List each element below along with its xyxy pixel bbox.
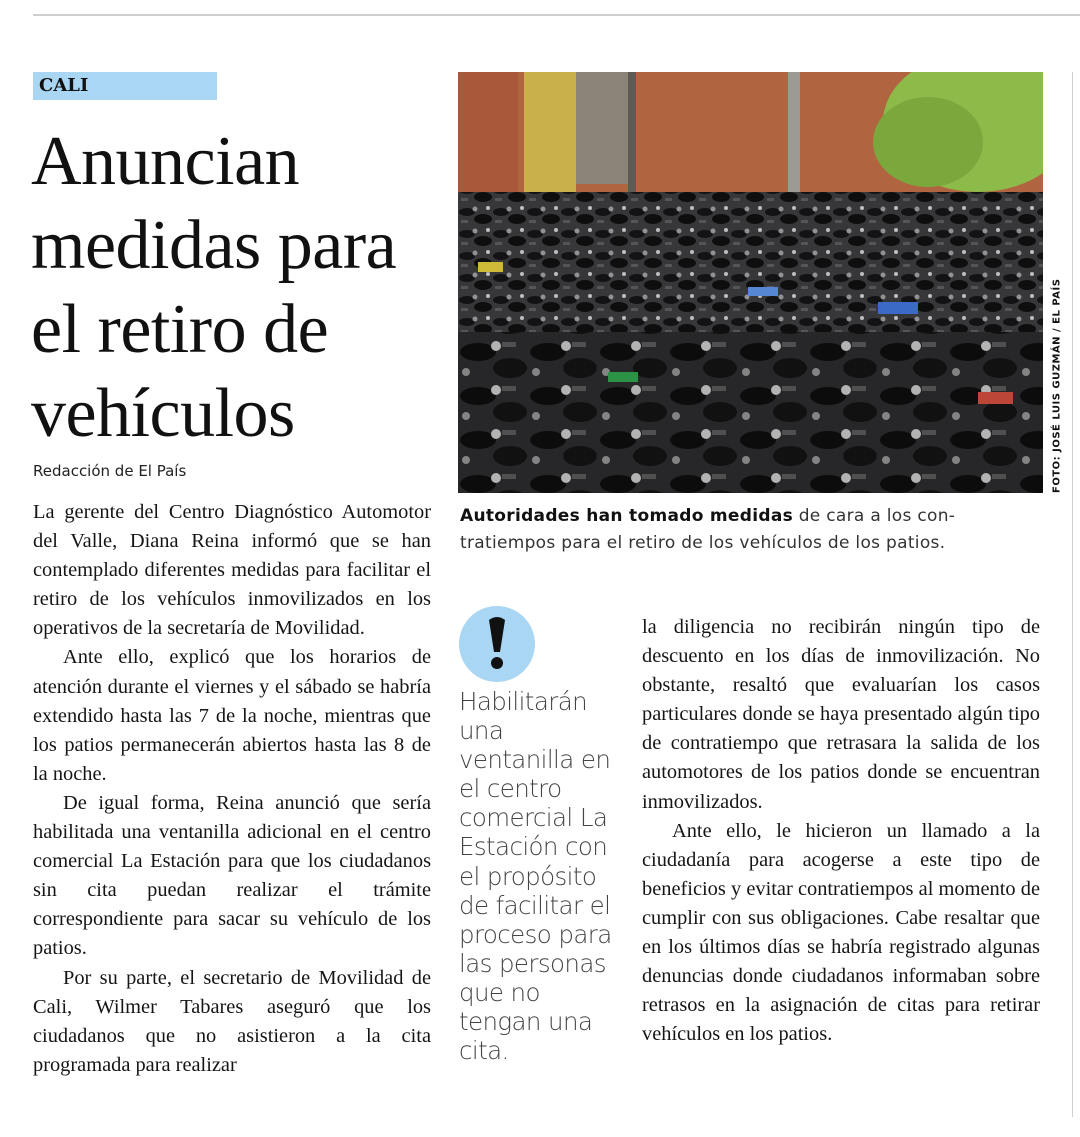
article-column-1 bbox=[33, 498, 431, 1080]
paragraph: la diligencia no recibirán ningún tipo de descuento en los días de inmovilización. No obstante, resaltó que evaluarían los casos particulares donde se haya presentado algún tipo de contratiempo que retrasara la salida de los automotores de los patios donde se encuentran inmovilizados. bbox=[642, 616, 1040, 813]
right-divider bbox=[1072, 72, 1073, 1117]
news-photo bbox=[458, 72, 1043, 493]
exclamation-icon bbox=[459, 606, 535, 682]
photo-credit: FOTO: JOSÉ LUIS GUZMÁN / EL PAÍS bbox=[1051, 278, 1063, 493]
impounded-motorcycles-photo bbox=[458, 72, 1043, 493]
paragraph: Ante ello, le hicieron un llamado a la ciudadanía para acogerse a este tipo de beneficios y evitar contratiempos al momento de cumplir con sus obligaciones. Cabe resaltar que en los últimos días se habría registrado algunas denuncias donde ciudadanos informaban sobre retrasos en la asignación de citas para retirar vehículos en los patios. bbox=[642, 819, 1040, 1046]
caption-lead: Autoridades han tomado medidas bbox=[460, 506, 794, 526]
section-tag: CALI bbox=[33, 72, 217, 100]
paragraph: Ante ello, explicó que los horarios de atención durante el viernes y el sábado se habría extendido hasta las 7 de la noche, mientras que los patios permanecerán abiertos hasta las 8 de la noche. bbox=[33, 646, 431, 785]
caption-text: de cara a los contratiempos para el retiro de los vehículos de los patios. bbox=[460, 506, 955, 553]
paragraph: De igual forma, Reina anunció que sería habilitada una ventanilla adicional en el centro comercial La Estación para que los ciudadanos sin cita puedan realizar el trámite correspondiente para sacar su vehículo de los patios. bbox=[33, 791, 431, 960]
paragraph: Por su parte, el secretario de Movilidad de Cali, Wilmer Tabares aseguró que los ciudadanos que no asistieron a la cita programada para realizar bbox=[33, 966, 431, 1076]
headline: Anuncian medidas para el retiro de vehículos bbox=[31, 123, 397, 452]
byline: Redacción de El País bbox=[33, 462, 187, 480]
article-column-3 bbox=[642, 613, 1040, 1049]
pull-quote: Habilitarán una ventanilla en el centro comercial La Estación con el propósito de facilitar el proceso para las personas que no tengan una cita. bbox=[459, 687, 612, 1066]
top-divider bbox=[33, 14, 1080, 16]
photo-caption bbox=[460, 503, 1020, 557]
paragraph: La gerente del Centro Diagnóstico Automotor del Valle, Diana Reina informó que se han contemplado diferentes medidas para facilitar el retiro de los vehículos inmovilizados en los operativos de la secretaría de Movilidad. bbox=[33, 501, 431, 640]
